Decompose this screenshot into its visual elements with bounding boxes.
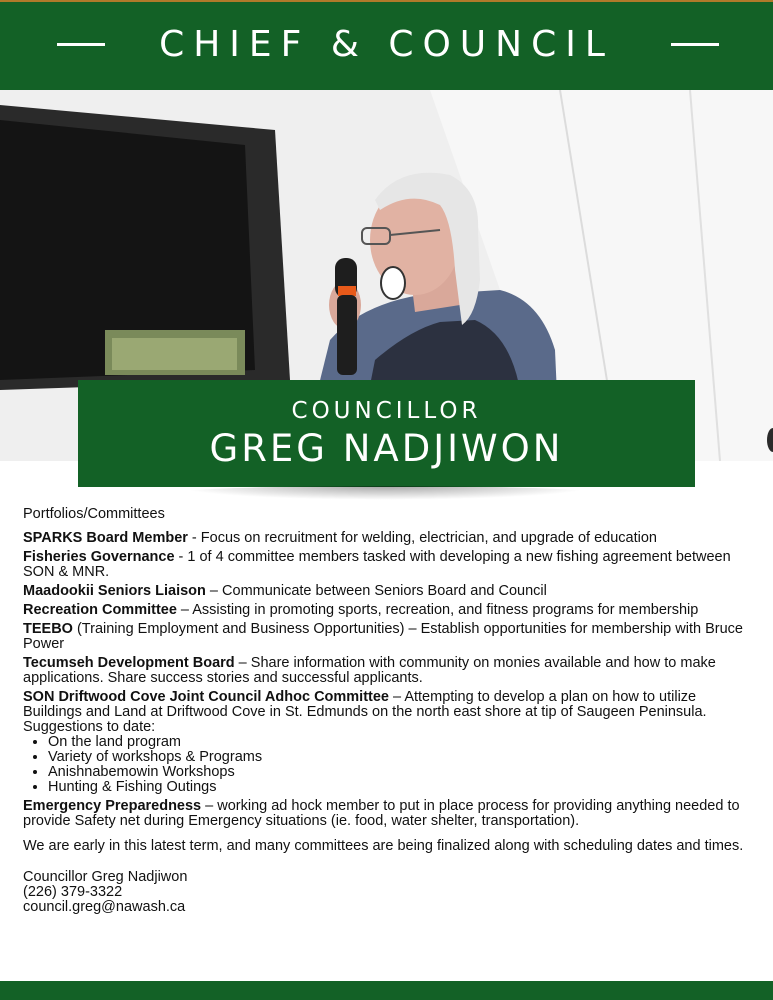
portfolio-description: – Assisting in promoting sports, recreation, and fitness programs for membership: [176, 602, 699, 618]
page-header: [0, 0, 773, 90]
councillor-name: GREG NADJIWON: [209, 427, 564, 470]
portfolio-name: Tecumseh Development Board: [23, 655, 235, 671]
list-item: • Variety of workshops & Programs: [48, 750, 753, 765]
councillor-role: COUNCILLOR: [291, 398, 482, 424]
portfolio-name: Recreation Committee: [23, 602, 177, 618]
signature-email: council.greg@nawash.ca: [23, 899, 186, 915]
portfolio-name: Emergency Preparedness: [23, 798, 202, 814]
portfolio-name: SON Driftwood Cove Joint Council Adhoc Committee: [23, 689, 389, 705]
portfolio-description: - Focus on recruitment for welding, electrician, and upgrade of education: [187, 530, 657, 546]
signature-block: [23, 870, 753, 915]
portfolio-name: SPARKS Board Member: [23, 530, 188, 546]
portfolio-name: Maadookii Seniors Liaison: [23, 583, 206, 599]
portfolio-entry: [23, 656, 753, 686]
term-note: We are early in this latest term, and many committees are being finalized along with scheduling dates and times.: [23, 838, 744, 854]
portfolio-entry: [23, 584, 753, 599]
portfolio-description: – Attempting to develop a plan on how to utilize Buildings and Land at Driftwood Cove in St. Edmunds on the north east shore at tip of Saugeen Peninsula. Suggestions to date:: [23, 689, 707, 735]
portfolios-heading: Portfolios/Committees: [23, 506, 165, 522]
portfolio-entry: [23, 799, 753, 829]
header-dash-right: [671, 43, 719, 46]
portfolio-name: Fisheries Governance: [23, 549, 175, 565]
portfolio-entry: [23, 550, 753, 580]
portfolio-description: (Training Employment and Business Opportunities) – Establish opportunities for membership with Bruce Power: [23, 621, 743, 652]
list-item: • On the land program: [48, 735, 753, 750]
portfolio-entry: [23, 531, 753, 546]
portfolio-content: [23, 507, 753, 915]
councillor-name-banner: [78, 380, 695, 487]
suggestions-list: [23, 735, 753, 795]
banner-shadow: [175, 486, 595, 500]
portfolio-entry: [23, 690, 753, 735]
portfolio-description: - 1 of 4 committee members tasked with developing a new fishing agreement between SON & MNR.: [23, 549, 731, 580]
signature-name: Councillor Greg Nadjiwon: [23, 869, 188, 885]
portfolio-entry: [23, 603, 753, 618]
portfolio-description: – Share information with community on monies available and how to make applications. Share success stories and successful applicants.: [23, 655, 716, 686]
list-item: • Anishnabemowin Workshops: [48, 765, 753, 780]
portfolio-description: – Communicate between Seniors Board and Council: [205, 583, 547, 599]
page-title: CHIEF & COUNCIL: [159, 24, 614, 65]
list-item: • Hunting & Fishing Outings: [48, 780, 753, 795]
page-footer: [0, 981, 773, 1000]
portfolio-entry: [23, 622, 753, 652]
portfolio-name: TEEBO: [23, 621, 73, 637]
signature-phone: (226) 379-3322: [23, 884, 123, 900]
portfolio-description: – working ad hock member to put in place process for providing anything needed to provide Safety net during Emergency situations (ie. food, water shelter, transportation).: [23, 798, 740, 829]
